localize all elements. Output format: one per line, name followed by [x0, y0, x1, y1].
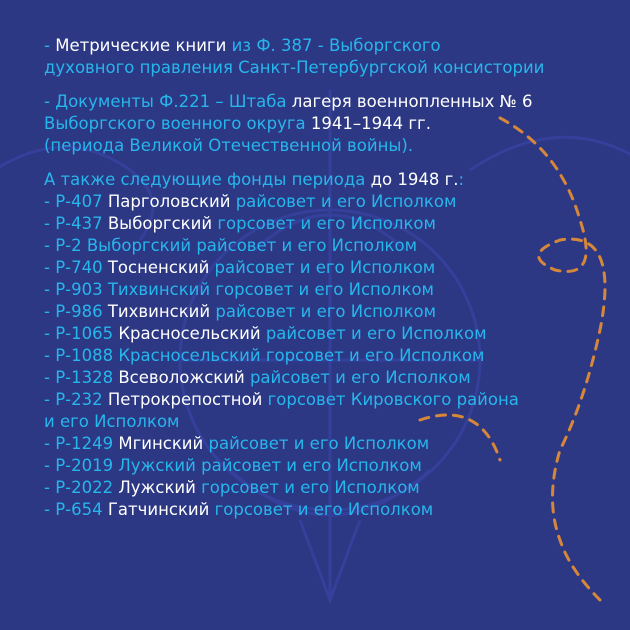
body-text: райсовет и его Исполком	[265, 324, 487, 343]
text-line	[44, 91, 616, 113]
text-line	[44, 35, 616, 57]
text-line	[44, 279, 616, 301]
body-text: райсовет и его Исполком	[249, 368, 471, 387]
body-text: - Р-2019 Лужский райсовет и его Исполком	[44, 456, 422, 475]
highlight-text: до 1948 г.	[370, 170, 459, 189]
highlight-text: Красносельский	[118, 324, 266, 343]
text-line	[44, 477, 616, 499]
archive-fonds-text	[44, 35, 616, 521]
text-line	[44, 57, 616, 79]
text-line	[44, 411, 616, 433]
text-line	[44, 345, 616, 367]
body-text: - Р-2022	[44, 478, 119, 497]
highlight-text: Петрокрепостной	[107, 390, 268, 409]
text-line	[44, 257, 616, 279]
highlight-text: Тихвинский	[107, 302, 216, 321]
body-text: - Р-1065	[44, 324, 119, 343]
body-text: райсовет и его Исполком	[208, 434, 430, 453]
body-text: и его Исполком	[44, 412, 180, 431]
highlight-text: Лужский	[118, 478, 202, 497]
highlight-text: лагеря военнопленных № 6	[291, 92, 533, 111]
body-text: А также следующие фонды периода	[44, 170, 371, 189]
text-line	[44, 301, 616, 323]
body-text: - Р-1088 Красносельский горсовет и его Исполком	[44, 346, 485, 365]
text-line	[44, 169, 616, 191]
body-text: - Р-986	[44, 302, 108, 321]
body-text: -	[44, 36, 56, 55]
body-text: - Р-437	[44, 214, 108, 233]
body-text: - Р-654	[44, 500, 108, 519]
text-line	[44, 213, 616, 235]
body-text: - Р-1328	[44, 368, 119, 387]
body-text: - Р-407	[44, 192, 108, 211]
text-line	[44, 235, 616, 257]
highlight-text: Выборгский	[107, 214, 218, 233]
body-text: горсовет и его Исполком	[214, 500, 434, 519]
highlight-text: 1941–1944 гг.	[310, 114, 431, 133]
body-text: райсовет и его Исполком	[215, 302, 437, 321]
body-text: - Р-903 Тихвинский горсовет и его Исполком	[44, 280, 434, 299]
highlight-text: Гатчинский	[107, 500, 215, 519]
highlight-text: Парголовский	[107, 192, 236, 211]
text-paragraph	[44, 169, 616, 521]
highlight-text: Всеволожский	[118, 368, 250, 387]
body-text: - Документы Ф.221 – Штаба	[44, 92, 292, 111]
text-paragraph	[44, 35, 616, 79]
text-line	[44, 135, 616, 157]
text-line	[44, 367, 616, 389]
text-line	[44, 113, 616, 135]
highlight-text: Тосненский	[107, 258, 215, 277]
highlight-text: Метрические книги	[55, 36, 232, 55]
body-text: Выборгского военного округа	[44, 114, 311, 133]
body-text: (периода Великой Отечественной войны).	[44, 136, 414, 155]
body-text: горсовет Кировского района	[267, 390, 519, 409]
body-text: - Р-1249	[44, 434, 119, 453]
body-text: горсовет и его Исполком	[217, 214, 436, 233]
body-text: духовного правления Санкт-Петербургской консистории	[44, 58, 545, 77]
text-line	[44, 323, 616, 345]
body-text: - Р-232	[44, 390, 108, 409]
body-text: - Р-2 Выборгский райсовет и его Исполком	[44, 236, 418, 255]
text-line	[44, 389, 616, 411]
body-text: - Р-740	[44, 258, 108, 277]
body-text: райсовет и его Исполком	[235, 192, 457, 211]
text-line	[44, 191, 616, 213]
body-text: райсовет и его Исполком	[214, 258, 436, 277]
body-text: горсовет и его Исполком	[201, 478, 420, 497]
body-text: из Ф. 387 - Выборгского	[231, 36, 441, 55]
text-line	[44, 455, 616, 477]
text-line	[44, 433, 616, 455]
text-line	[44, 499, 616, 521]
highlight-text: Мгинский	[118, 434, 209, 453]
text-paragraph	[44, 91, 616, 157]
body-text: :	[458, 170, 465, 189]
